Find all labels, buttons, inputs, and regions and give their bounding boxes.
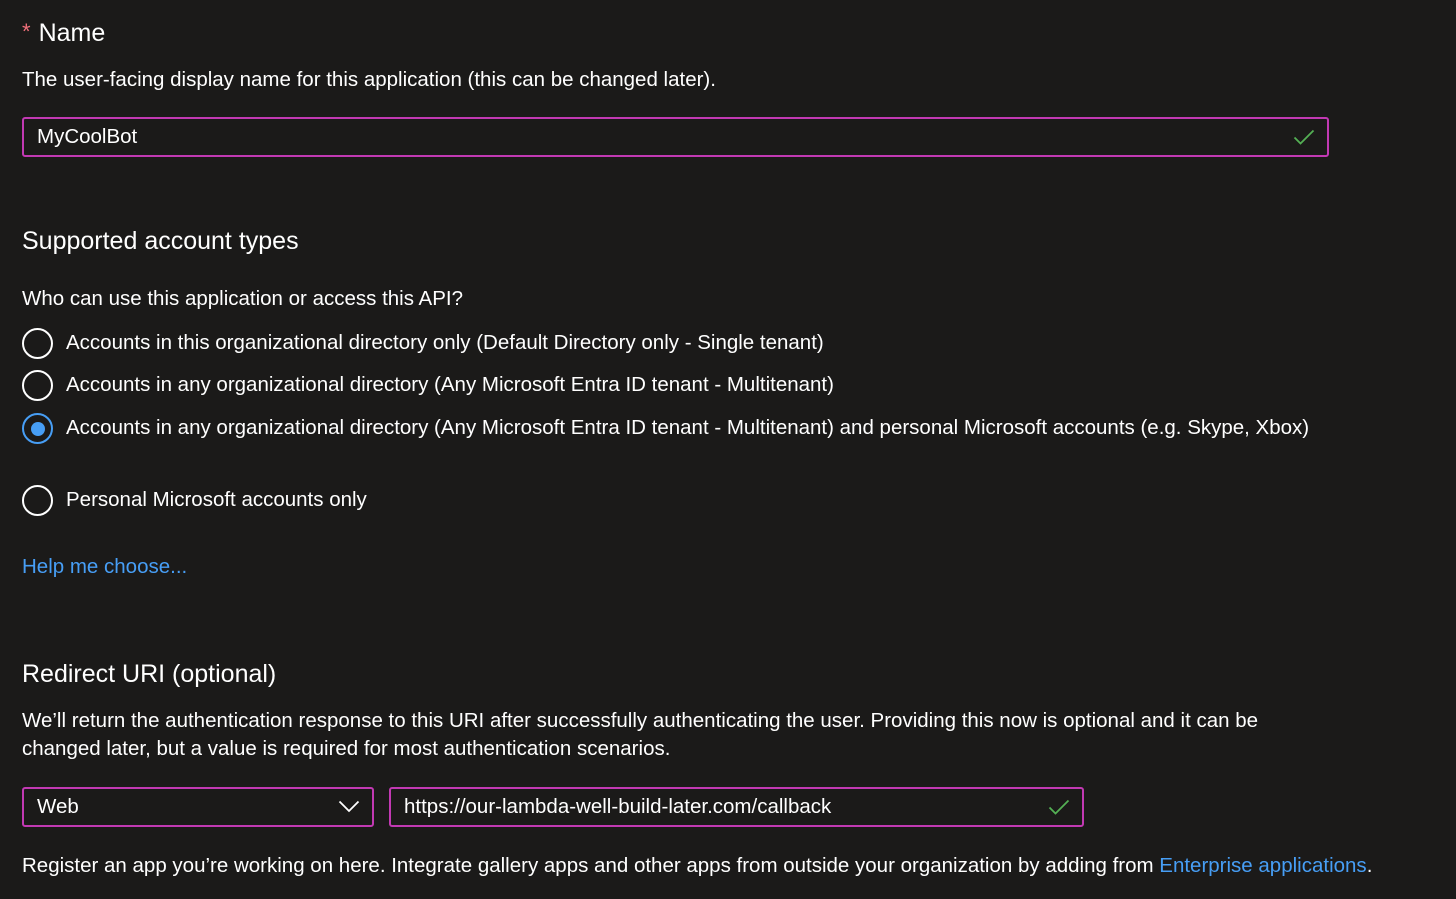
account-types-question: Who can use this application or access this API? (22, 287, 463, 310)
footer-text: Register an app you’re working on here. Integrate gallery apps and other apps from outside your organization by adding from (22, 854, 1160, 877)
checkmark-icon (1293, 129, 1315, 145)
redirect-description-line2: changed later, but a value is required for most authentication scenarios. (22, 737, 671, 760)
radio-option-multitenant[interactable] (22, 370, 1326, 401)
footer-suffix: . (1366, 854, 1373, 877)
radio-label: Personal Microsoft accounts only (66, 488, 367, 511)
account-types-title: Supported account types (22, 227, 299, 255)
radio-label: Accounts in this organizational directory only (Default Directory only - Single tenant) (66, 331, 824, 354)
radio-option-single-tenant[interactable] (22, 328, 1326, 359)
radio-label: Accounts in any organizational directory (Any Microsoft Entra ID tenant - Multitenant) and personal Microsoft accounts (e.g. Skype, Xbox) (66, 416, 1310, 439)
radio-button[interactable] (22, 370, 53, 401)
name-input[interactable] (22, 117, 1329, 157)
radio-button-selected[interactable] (22, 413, 53, 444)
name-description: The user-facing display name for this application (this can be changed later). (22, 68, 716, 91)
radio-button[interactable] (22, 328, 53, 359)
redirect-uri-value[interactable]: https://our-lambda-well-build-later.com/callback (404, 795, 832, 818)
redirect-uri-title: Redirect URI (optional) (22, 660, 277, 688)
platform-select[interactable] (22, 787, 374, 827)
name-input-value[interactable]: MyCoolBot (37, 125, 138, 148)
checkmark-icon (1048, 799, 1070, 815)
radio-option-multitenant-personal[interactable] (22, 413, 1326, 444)
required-marker: * (22, 19, 31, 44)
name-section-title (22, 14, 105, 51)
footer-note (22, 852, 1372, 880)
radio-option-personal-only[interactable] (22, 485, 1326, 516)
radio-label: Accounts in any organizational directory (Any Microsoft Entra ID tenant - Multitenant) (66, 373, 834, 396)
redirect-description-line1: We’ll return the authentication response to this URI after successfully authenticating the user. Providing this now is optional and it can be (22, 709, 1259, 732)
redirect-uri-input[interactable] (389, 787, 1084, 827)
platform-select-value: Web (37, 795, 79, 818)
enterprise-applications-link[interactable]: Enterprise applications (1159, 854, 1367, 877)
help-me-choose-link[interactable]: Help me choose... (22, 555, 188, 578)
name-label: Name (38, 19, 106, 47)
radio-button[interactable] (22, 485, 53, 516)
chevron-down-icon (338, 795, 360, 819)
